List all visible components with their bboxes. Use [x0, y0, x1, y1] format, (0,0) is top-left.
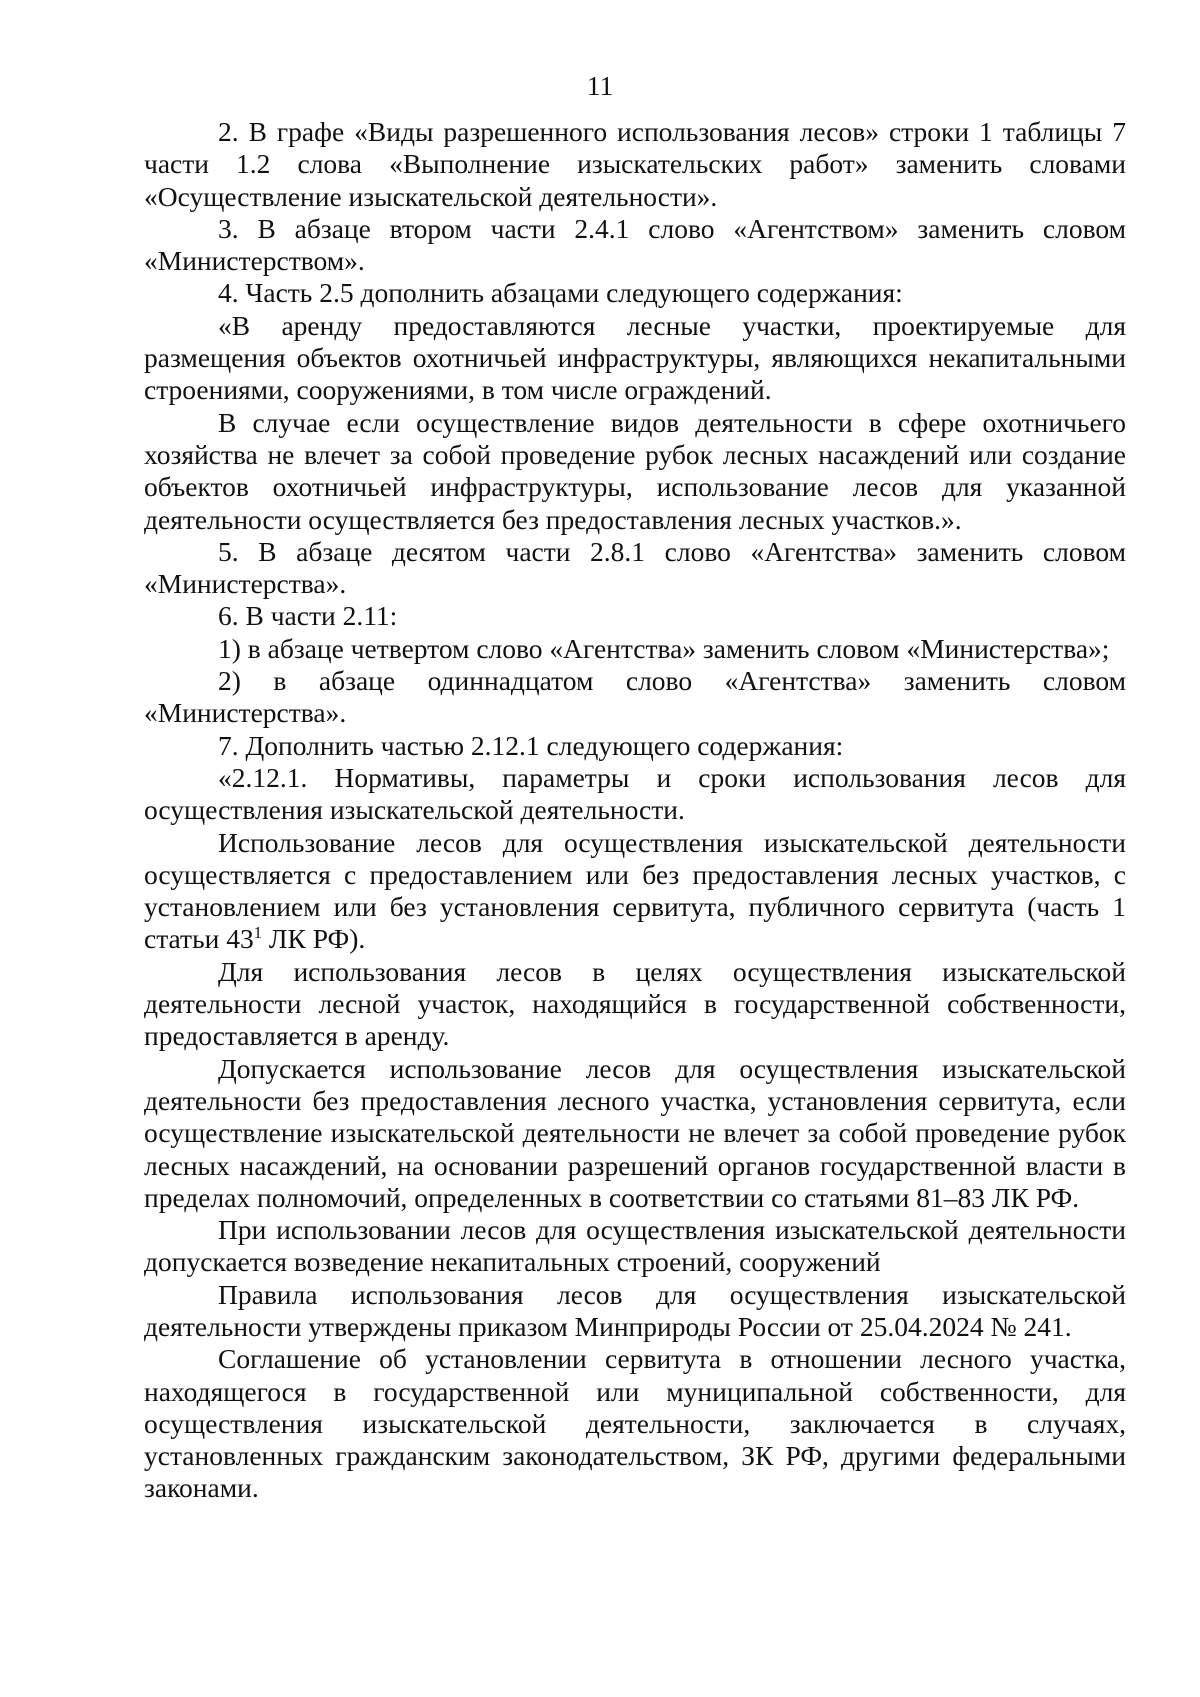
paragraph-item-4: 4. Часть 2.5 дополнить абзацами следующего содержания: — [218, 277, 903, 309]
section-2-12-1-para-4: При использовании лесов для осуществления изыскательской деятельности допускается возведение некапитальных строений, сооружений — [144, 1214, 1126, 1278]
section-2-12-1-heading: «2.12.1. Нормативы, параметры и сроки использования лесов для осуществления изыскательской деятельности. — [144, 761, 1126, 826]
para-text-after-sup: ЛК РФ). — [261, 923, 366, 955]
document-body — [144, 116, 1126, 1505]
section-2-12-1-para-2: Для использования лесов в целях осуществления изыскательской деятельности лесной участок, находящийся в государственной собственности, предоставляется в аренду. — [144, 955, 1126, 1052]
section-2-12-1-para-6: Соглашение об установлении сервитута в отношении лесного участка, находящегося в государственной или муниципальной собственности, для осуществления изыскательской деятельности, заключается в случаях, установленных гражданским законодательством, ЗК РФ, другими федеральными законами. — [144, 1343, 1126, 1504]
paragraph-item-6: 6. В части 2.11: — [218, 600, 398, 632]
quoted-paragraph-no-plot: В случае если осуществление видов деятельности в сфере охотничьего хозяйства не влечет за собой проведение рубок лесных насаждений или создание объектов охотничьей инфраструктуры, использование лесов для указанной деятельности осуществляется без предоставления лесных участков.». — [144, 406, 1126, 535]
section-2-12-1-para-3: Допускается использование лесов для осуществления изыскательской деятельности без предоставления лесного участка, установления сервитута, если осуществление изыскательской деятельности не влечет за собой проведение рубок лесных насаждений, на основании разрешений органов государственной власти в пределах полномочий, определенных в соответствии со статьями 81–83 ЛК РФ. — [144, 1052, 1126, 1213]
section-2-12-1-para-5: Правила использования лесов для осуществления изыскательской деятельности утверждены приказом Минприроды России от 25.04.2024 № 241. — [144, 1278, 1126, 1342]
subitem-6-2: 2) в абзаце одиннадцатом слово «Агентства» заменить словом «Министерства». — [144, 665, 1126, 729]
section-2-12-1-para-1 — [144, 827, 1126, 956]
para-text-before-sup: Использование лесов для осуществления изыскательской деятельности осуществляется с предоставлением или без предоставления лесных участков, с установлением или без установления сервитута, публичного сервитута (часть 1 статьи 43 — [144, 826, 1126, 955]
paragraph-item-5: 5. В абзаце десятом части 2.8.1 слово «Агентства» заменить словом «Министерства». — [144, 535, 1126, 600]
quoted-paragraph-lease-hunting: «В аренду предоставляются лесные участки, проектируемые для размещения объектов охотничьей инфраструктуры, являющихся некапитальными строениями, сооружениями, в том числе ограждений. — [144, 309, 1126, 406]
superscript-mark: 1 — [253, 923, 262, 943]
paragraph-item-3: 3. В абзаце втором части 2.4.1 слово «Агентством» заменить словом «Министерством». — [144, 212, 1126, 277]
paragraph-item-2: 2. В графе «Виды разрешенного использования лесов» строки 1 таблицы 7 части 1.2 слова «Выполнение изыскательских работ» заменить словами «Осуществление изыскательской деятельности». — [144, 116, 1126, 212]
paragraph-item-7: 7. Дополнить частью 2.12.1 следующего содержания: — [218, 729, 844, 761]
page-number: 11 — [586, 70, 614, 101]
subitem-6-1: 1) в абзаце четвертом слово «Агентства» заменить словом «Министерства»; — [218, 632, 1110, 664]
